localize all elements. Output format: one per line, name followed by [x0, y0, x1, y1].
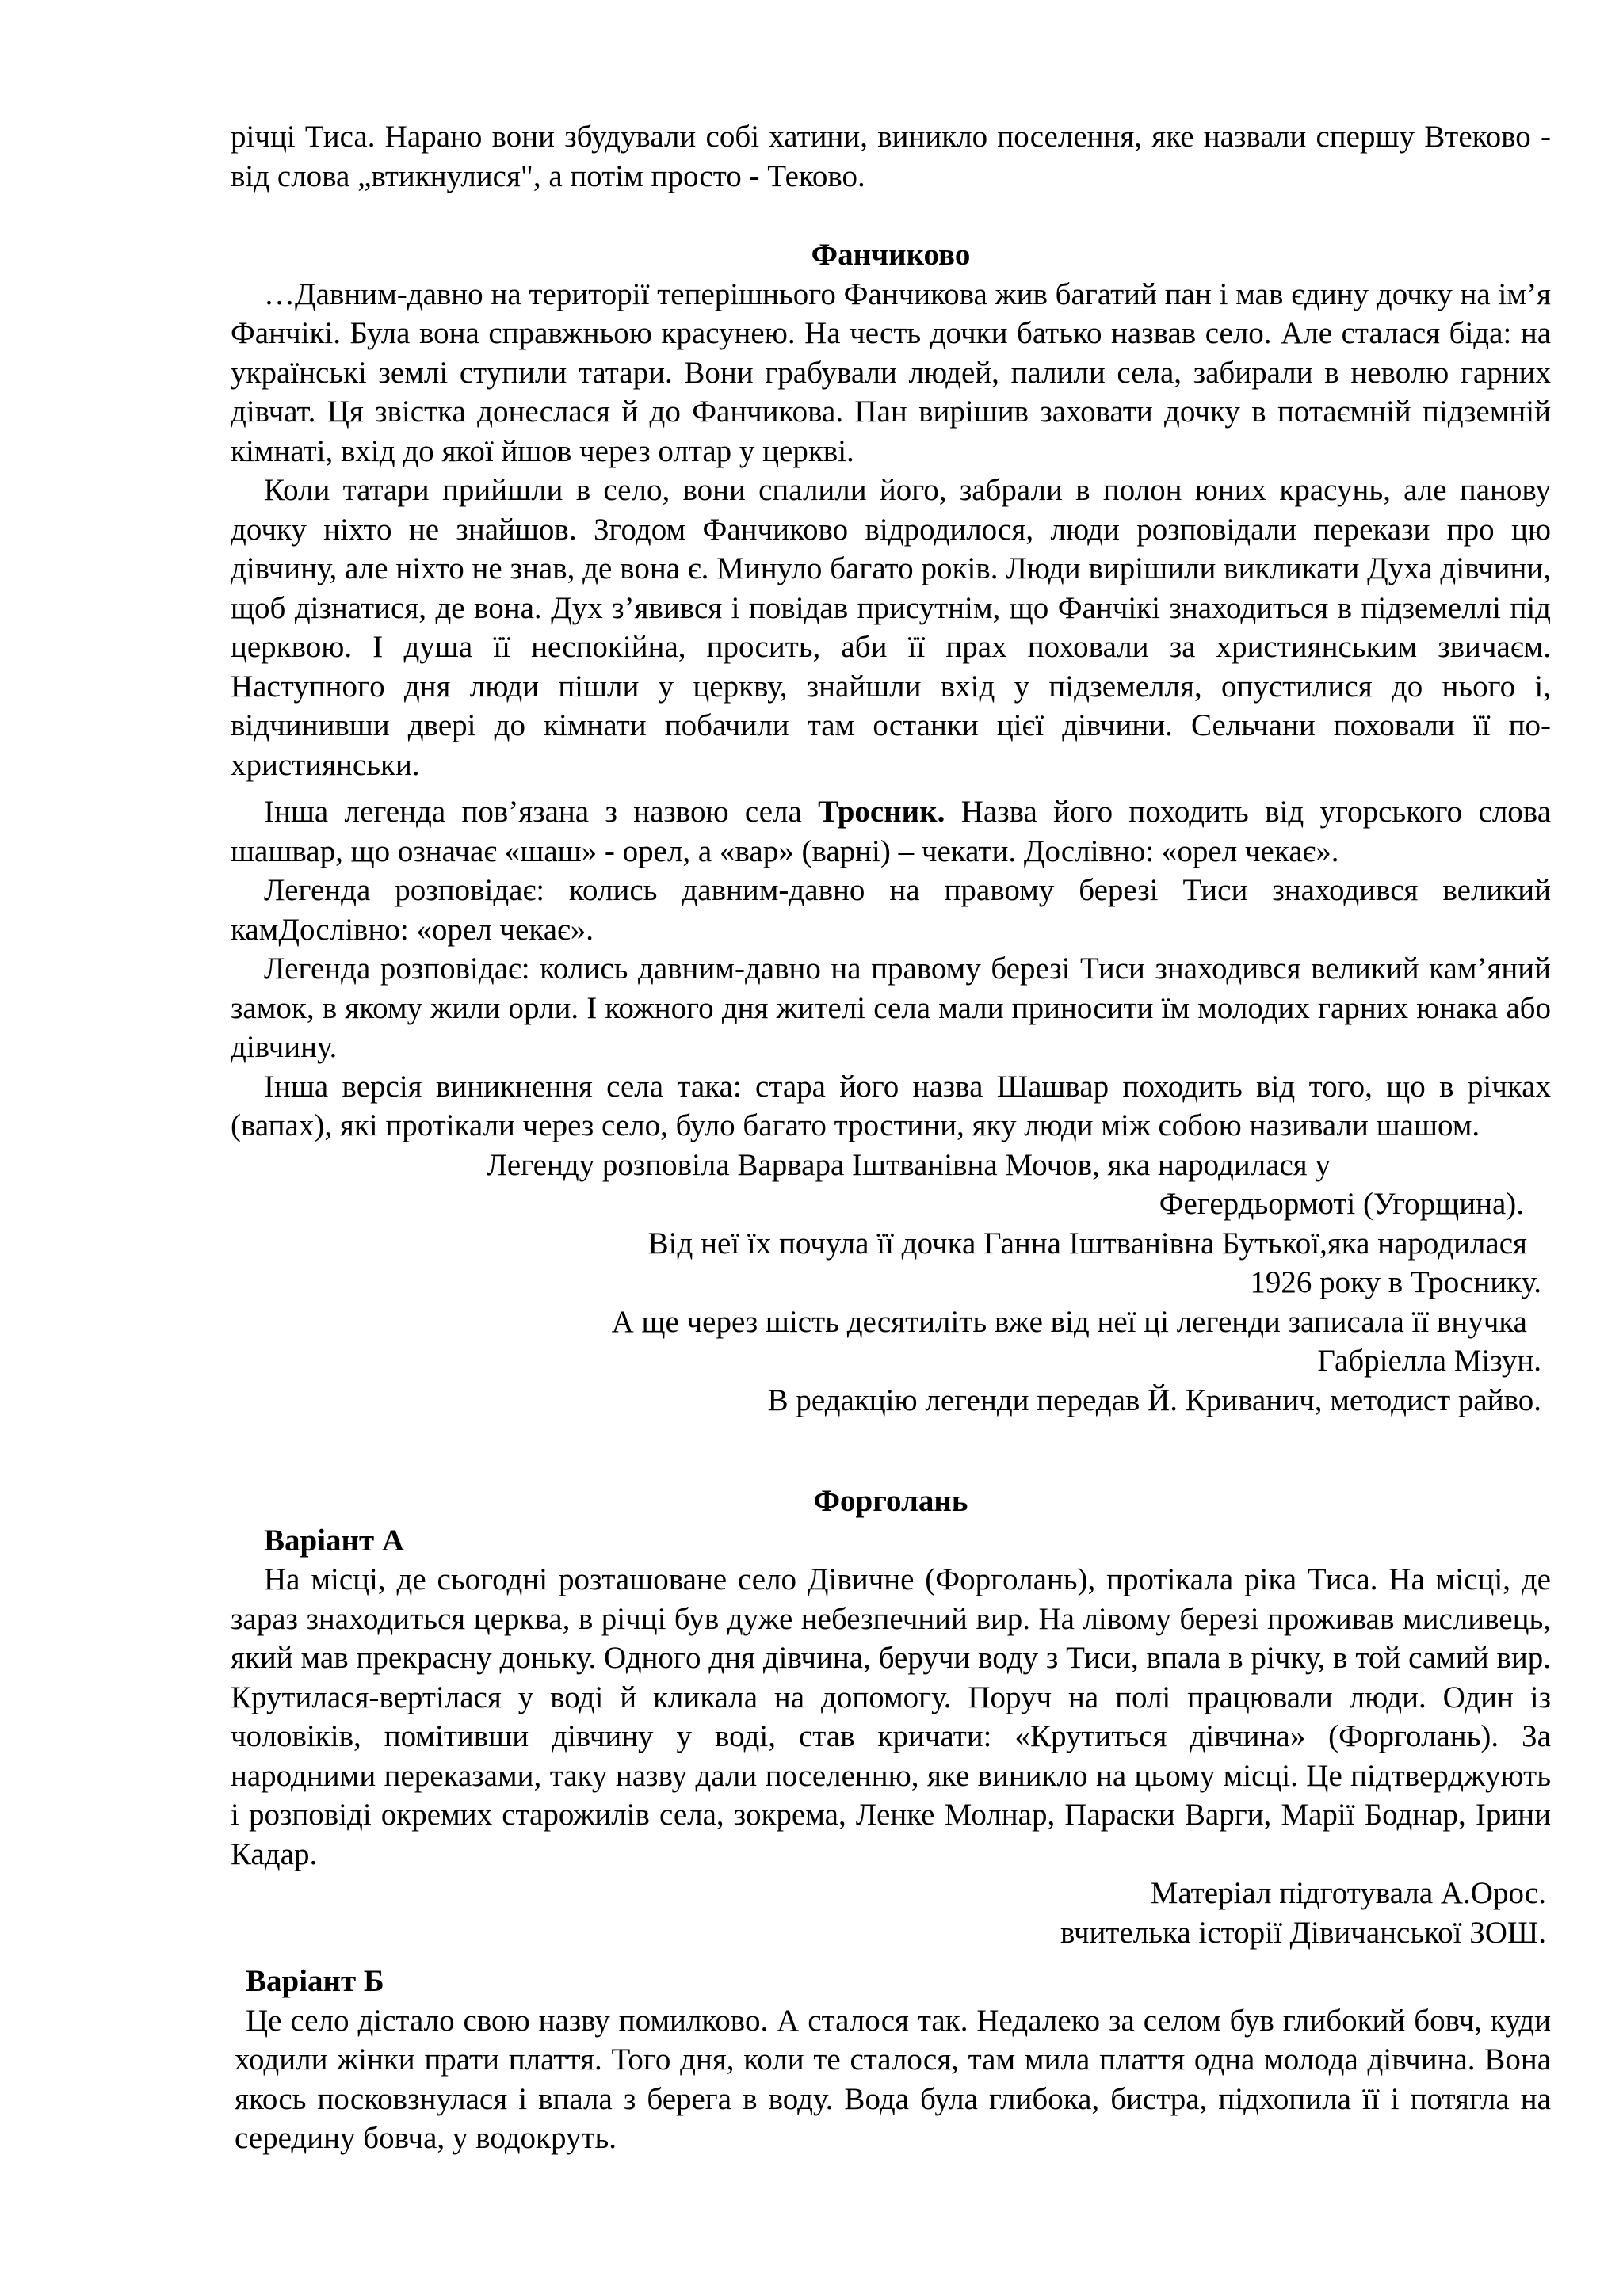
variant-a-title: Варіант А: [264, 1523, 405, 1558]
trosnyk-paragraph-2: Легенда розповідає: колись давним-давно на правому березі Тиси знаходився великий камДослівно: «орел чекає».: [231, 873, 1551, 947]
fanchykovo-title: Фанчиково: [811, 238, 971, 272]
credit-line: 1926 року в Троснику.: [1250, 1265, 1541, 1299]
credit-line: Легенду розповіла Варвара Іштванівна Мочов, яка народилася у: [486, 1147, 1331, 1182]
trosnyk-paragraph-1: [231, 792, 1551, 871]
fanchykovo-paragraph-2: Коли татари прийшли в село, вони спалили його, забрали в полон юних красунь, але панову дочку ніхто не знайшов. Згодом Фанчиково відродилося, люди розповідали перекази про цю дівчину, але ніхто не знав, де вона є. Минуло багато років. Люди вирішили викликати Духа дівчини, щоб дізнатися, де вона. Дух з’явився і повідав присутнім, що Фанчікі знаходиться в підземеллі під церквою. І душа її неспокійна, просить, аби її прах поховали за християнським звичаєм. Наступного дня люди пішли у церкву, знайшли вхід у підземелля, опустилися до нього і, відчинивши двері до кімнати побачили там останки цієї дівчини. Сельчани поховали її по-християнськи.: [231, 473, 1551, 782]
credit-line: Фегердьормоті (Угорщина).: [1159, 1187, 1524, 1221]
trosnyk-p1-after: Назва його походить від угорського слова шашвар, що означає «шаш» - орел, а «вар» (варні) – чекати. Дослівно: «орел чекає».: [231, 795, 1552, 868]
credit-line: Від неї їх почула її дочка Ганна Іштванівна Бутької,яка народилася: [647, 1226, 1527, 1261]
credit-line: вчителька історії Дівичанської ЗОШ.: [1060, 1915, 1546, 1950]
intro-section: [231, 117, 1551, 196]
forgolan-section: [231, 1482, 1551, 1952]
variant-a-paragraph: На місці, де сьогодні розташоване село Дівичне (Форголань), протікала ріка Тиса. На місці, де зараз знаходиться церква, в річці був дуже небезпечний вир. На лівому березі проживав мисливець, який мав прекрасну доньку. Одного дня дівчина, беручи воду з Тиси, впала в річку, в той самий вир. Крутилася-вертілася у воді й кликала на допомогу. Поруч на полі працювали люди. Один із чоловіків, помітивши дівчину у воді, став кричати: «Крутиться дівчина» (Форголань). За народними переказами, таку назву дали поселенню, яке виникло на цьому місці. Це підтверджують і розповіді окремих старожилів села, зокрема, Ленке Молнар, Параски Варги, Марії Боднар, Ірини Кадар.: [231, 1562, 1551, 1871]
intro-paragraph: річці Тиса. Нарано вони збудували собі хатини, виникло поселення, яке назвали спершу Втеково - від слова „втикнулися", а потім просто - Теково.: [231, 120, 1551, 193]
variant-b-paragraph: Це село дістало свою назву помилково. А сталося так. Недалеко за селом був глибокий бовч, куди ходили жінки прати плаття. Того дня, коли те сталося, там мила плаття одна молода дівчина. Вона якось посковзнулася і впала з берега в воду. Вода була глибока, бистра, підхопила її і потягла на середину бовча, у водокруть.: [235, 2003, 1551, 2155]
variant-a-credits: [231, 1874, 1551, 1952]
variant-b-title: Варіант Б: [246, 1964, 384, 1998]
variant-b-section: [235, 1962, 1551, 2158]
trosnyk-paragraph-3: Легенда розповідає: колись давним-давно на правому березі Тиси знаходився великий кам’яний замок, в якому жили орли. І кожного дня жителі села мали приносити їм молодих гарних юнака або дівчину.: [231, 952, 1551, 1064]
trosnyk-section: [231, 792, 1551, 1420]
trosnyk-paragraph-4: Інша версія виникнення села така: стара його назва Шашвар походить від того, що в річках (вапах), які протікали через село, було багато тростини, яку люди між собою називали шашом.: [231, 1069, 1551, 1142]
credit-line: Матеріал підготувала А.Орос.: [1150, 1876, 1546, 1910]
credit-line: А ще через шість десятиліть вже від неї ці легенди записала її внучка: [611, 1304, 1527, 1339]
credit-line: В редакцію легенди передав Й. Криванич, методист райво.: [767, 1383, 1541, 1417]
fanchykovo-section: [231, 235, 1551, 784]
trosnyk-p1-before: Інша легенда пов’язана з назвою села: [264, 795, 819, 829]
fanchykovo-paragraph-1: …Давним-давно на території теперішнього Фанчикова жив багатий пан і мав єдину дочку на ім’я Фанчікі. Була вона справжньою красунею. На честь дочки батько назвав село. Але сталася біда: на українські землі ступили татари. Вони грабували людей, палили села, забирали в неволю гарних дівчат. Ця звістка донеслася й до Фанчикова. Пан вирішив заховати дочку в потаємній підземній кімнаті, вхід до якої йшов через олтар у церкві.: [231, 277, 1551, 468]
credit-line: Габріелла Мізун.: [1317, 1344, 1541, 1378]
trosnyk-credits: [231, 1146, 1551, 1421]
trosnyk-village-name: Тросник.: [818, 795, 945, 829]
forgolan-title: Форголань: [813, 1484, 968, 1518]
